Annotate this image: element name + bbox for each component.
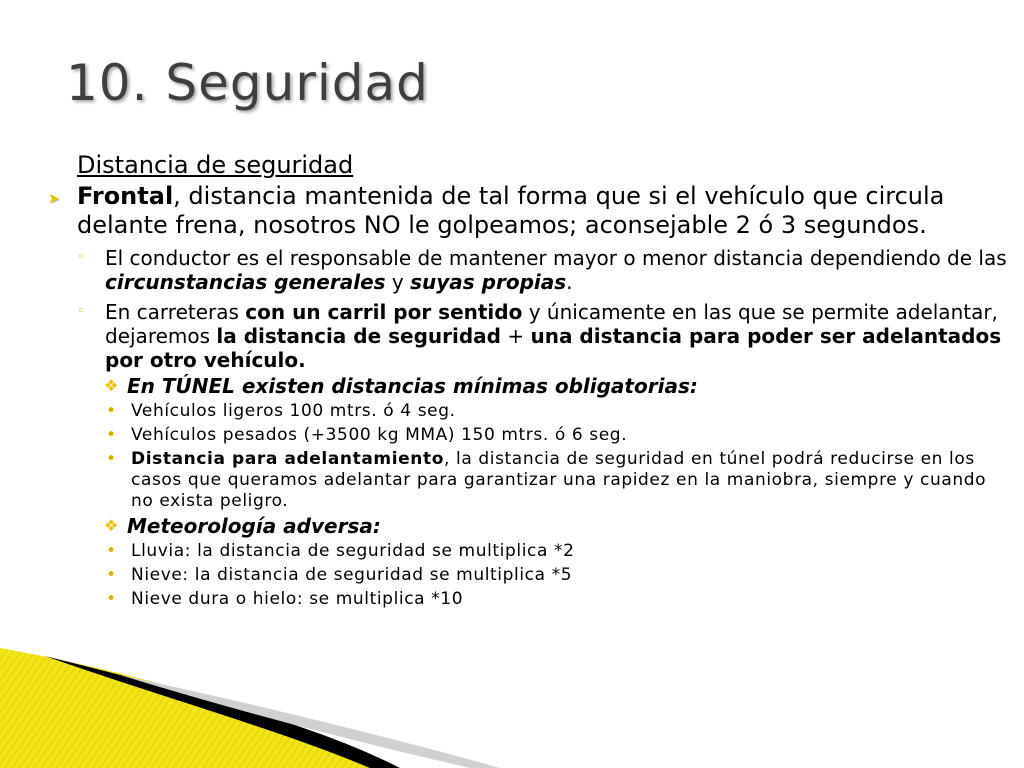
small-dot-icon: • (106, 449, 117, 469)
small-dot-icon: • (106, 589, 117, 609)
list-item-text: Vehículos ligeros 100 mtrs. ó 4 seg. (131, 401, 456, 421)
small-dot-icon: • (106, 425, 117, 445)
bullet-frontal (48, 182, 1008, 240)
small-dot-icon: • (106, 565, 117, 585)
list-item (106, 565, 1008, 586)
sub-bullet-conductor (77, 246, 1008, 294)
list-item (106, 425, 1008, 446)
list-item-text: Nieve: la distancia de seguridad se multiplica *5 (131, 565, 573, 585)
list-item-text: Nieve dura o hielo: se multiplica *10 (131, 589, 464, 609)
meteo-heading-text: Meteorología adversa: (127, 514, 381, 538)
bullet-frontal-text: Frontal, distancia mantenida de tal forma que si el vehículo que circula delante frena, nosotros NO le golpeamos; aconsejable 2 ó 3 segundos. (77, 182, 945, 239)
list-item (106, 449, 1008, 512)
list-item (106, 589, 1008, 610)
sub-bullet-carreteras-text: En carreteras con un carril por sentido y únicamente en las que se permite adelantar, dejaremos la distancia de seguridad + una distancia para poder ser adelantados por otro vehículo. (105, 300, 1002, 372)
yellow-arrowhead-icon: ➤ (48, 191, 60, 207)
hollow-circle-icon: ◦ (77, 250, 85, 265)
slide-title: 10. Seguridad (66, 54, 429, 112)
meteo-heading (104, 514, 1008, 538)
tunel-heading-text: En TÚNEL existen distancias mínimas obligatorias: (127, 374, 698, 398)
list-item-text: Distancia para adelantamiento, la distancia de seguridad en túnel podrá reducirse en los casos que queramos adelantar para garantizar una rapidez en la maniobra, siempre y cuando no exista peligro. (131, 449, 987, 511)
slide-content (48, 150, 1008, 610)
section-heading: Distancia de seguridad (77, 151, 354, 179)
small-dot-icon: • (106, 541, 117, 561)
list-item-text: Vehículos pesados (+3500 kg MMA) 150 mtrs. ó 6 seg. (131, 425, 628, 445)
sub-bullet-carreteras (77, 300, 1008, 372)
diamond-star-icon: ❖ (104, 516, 119, 535)
diamond-star-icon: ❖ (104, 376, 119, 395)
list-item (106, 541, 1008, 562)
list-item (106, 401, 1008, 422)
hollow-circle-icon: ◦ (77, 304, 85, 319)
list-item-text: Lluvia: la distancia de seguridad se multiplica *2 (131, 541, 575, 561)
small-dot-icon: • (106, 401, 117, 421)
sub-bullet-conductor-text: El conductor es el responsable de mantener mayor o menor distancia dependiendo de las circunstancias generales y suyas propias. (105, 246, 1007, 294)
tunel-heading (104, 374, 1008, 398)
